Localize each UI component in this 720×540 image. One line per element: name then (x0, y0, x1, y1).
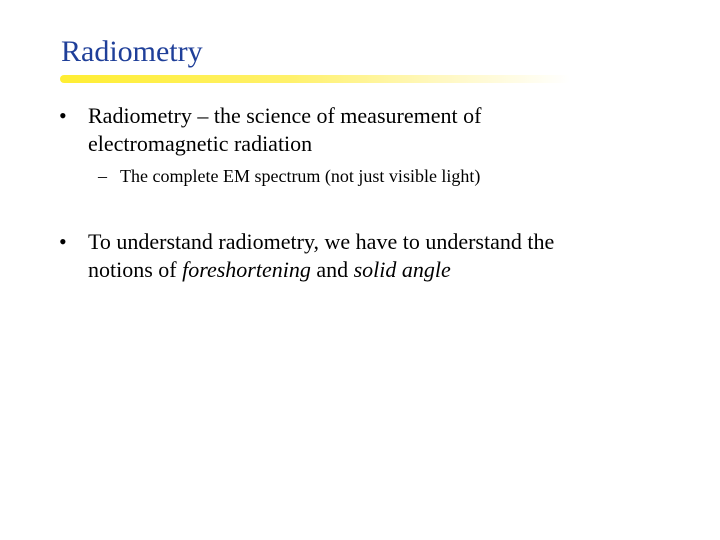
emphasis-foreshortening: foreshortening (182, 257, 311, 282)
title-underline (60, 75, 570, 83)
bullet-text (88, 228, 619, 284)
bullet-item (59, 102, 619, 158)
bullet-text-joiner: and (310, 257, 354, 282)
sub-bullet-item (98, 164, 618, 188)
bullet-marker: • (59, 103, 67, 128)
sub-bullet-text: The complete EM spectrum (not just visible light) (120, 166, 481, 186)
sub-bullet-marker: – (98, 166, 107, 186)
slide-title: Radiometry (61, 35, 203, 68)
bullet-text: Radiometry – the science of measurement of electromagnetic radiation (88, 103, 482, 156)
bullet-text-start: To understand radiometry, we have to understand the notions of (88, 229, 555, 282)
emphasis-solid-angle: solid angle (353, 257, 451, 282)
bullet-item (59, 228, 619, 284)
bullet-marker: • (59, 229, 67, 254)
